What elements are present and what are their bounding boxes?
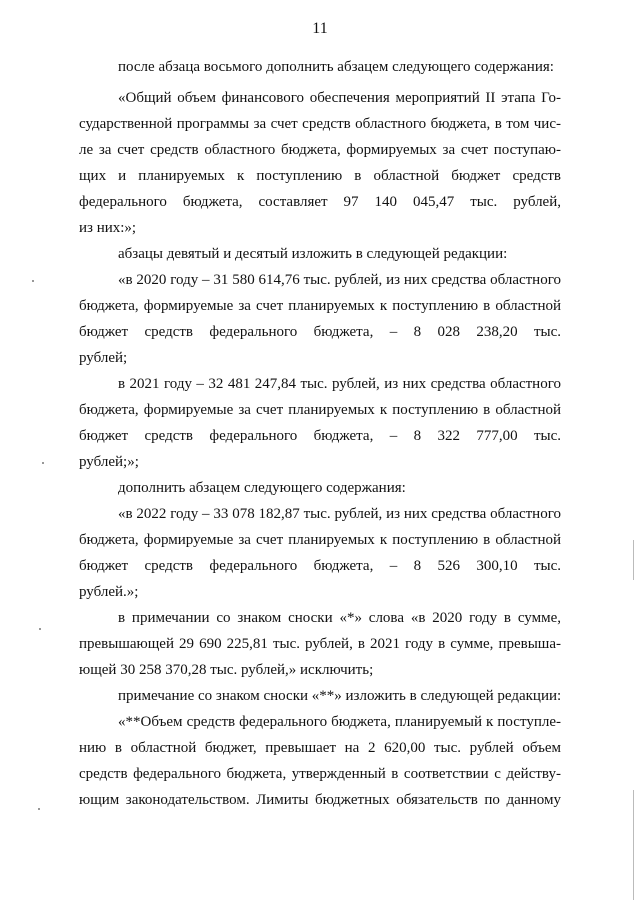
text-line: после абзаца восьмого дополнить абзацем следующего содержания: xyxy=(118,59,554,75)
scan-speck xyxy=(39,628,41,630)
text-line: бюджета, формируемые за счет планируемых к поступлению в областной xyxy=(79,402,561,418)
text-line: бюджета, формируемые за счет планируемых к поступлению в областной xyxy=(79,532,561,548)
page-number: 11 xyxy=(312,20,328,37)
text-line: рублей.»; xyxy=(79,584,139,600)
text-line: ле за счет средств областного бюджета, формируемых за счет поступаю- xyxy=(79,142,561,158)
text-line: «**Объем средств федерального бюджета, планируемый к поступле- xyxy=(118,714,561,730)
text-line: щих и планируемых к поступлению в областной бюджет средств xyxy=(79,168,561,184)
text-line: ющей 30 258 370,28 тыс. рублей,» исключить; xyxy=(79,662,374,678)
text-line: бюджета, формируемые за счет планируемых к поступлению в областной xyxy=(79,298,561,314)
text-line: рублей; xyxy=(79,350,128,366)
text-line: нию в областной бюджет, превышает на 2 620,00 тыс. рублей объем xyxy=(79,740,561,756)
text-line: рублей;»; xyxy=(79,454,139,470)
text-line: примечание со знаком сноски «**» изложить в следующей редакции: xyxy=(118,688,562,704)
text-line: «в 2022 году – 33 078 182,87 тыс. рублей, из них средства областного xyxy=(118,506,561,522)
text-line: бюджет средств федерального бюджета, – 8 322 777,00 тыс. xyxy=(79,428,561,444)
text-line: средств федерального бюджета, утвержденный в соответствии с действу- xyxy=(79,766,561,782)
scan-speck xyxy=(32,280,34,282)
text-line: дополнить абзацем следующего содержания: xyxy=(118,480,406,496)
scan-edge-mark xyxy=(633,540,634,580)
text-line: бюджет средств федерального бюджета, – 8 526 300,10 тыс. xyxy=(79,558,561,574)
text-line: бюджет средств федерального бюджета, – 8 028 238,20 тыс. xyxy=(79,324,561,340)
text-line: «в 2020 году – 31 580 614,76 тыс. рублей, из них средства областного xyxy=(118,272,561,288)
text-line: ющим законодательством. Лимиты бюджетных обязательств по данному xyxy=(79,792,561,808)
text-line: превышающей 29 690 225,81 тыс. рублей, в 2021 году в сумме, превыша- xyxy=(79,636,561,652)
text-line: в примечании со знаком сноски «*» слова «в 2020 году в сумме, xyxy=(118,610,561,626)
text-line: «Общий объем финансового обеспечения мероприятий II этапа Го- xyxy=(118,90,561,106)
scan-edge-mark xyxy=(633,790,634,900)
text-line: федерального бюджета, составляет 97 140 045,47 тыс. рублей, xyxy=(79,194,561,210)
scan-speck xyxy=(42,462,44,464)
text-line: из них:»; xyxy=(79,220,137,236)
scan-speck xyxy=(38,808,40,810)
text-line: в 2021 году – 32 481 247,84 тыс. рублей, из них средства областного xyxy=(118,376,561,392)
text-line: сударственной программы за счет средств областного бюджета, в том чис- xyxy=(79,116,561,132)
text-line: абзацы девятый и десятый изложить в следующей редакции: xyxy=(118,246,508,262)
